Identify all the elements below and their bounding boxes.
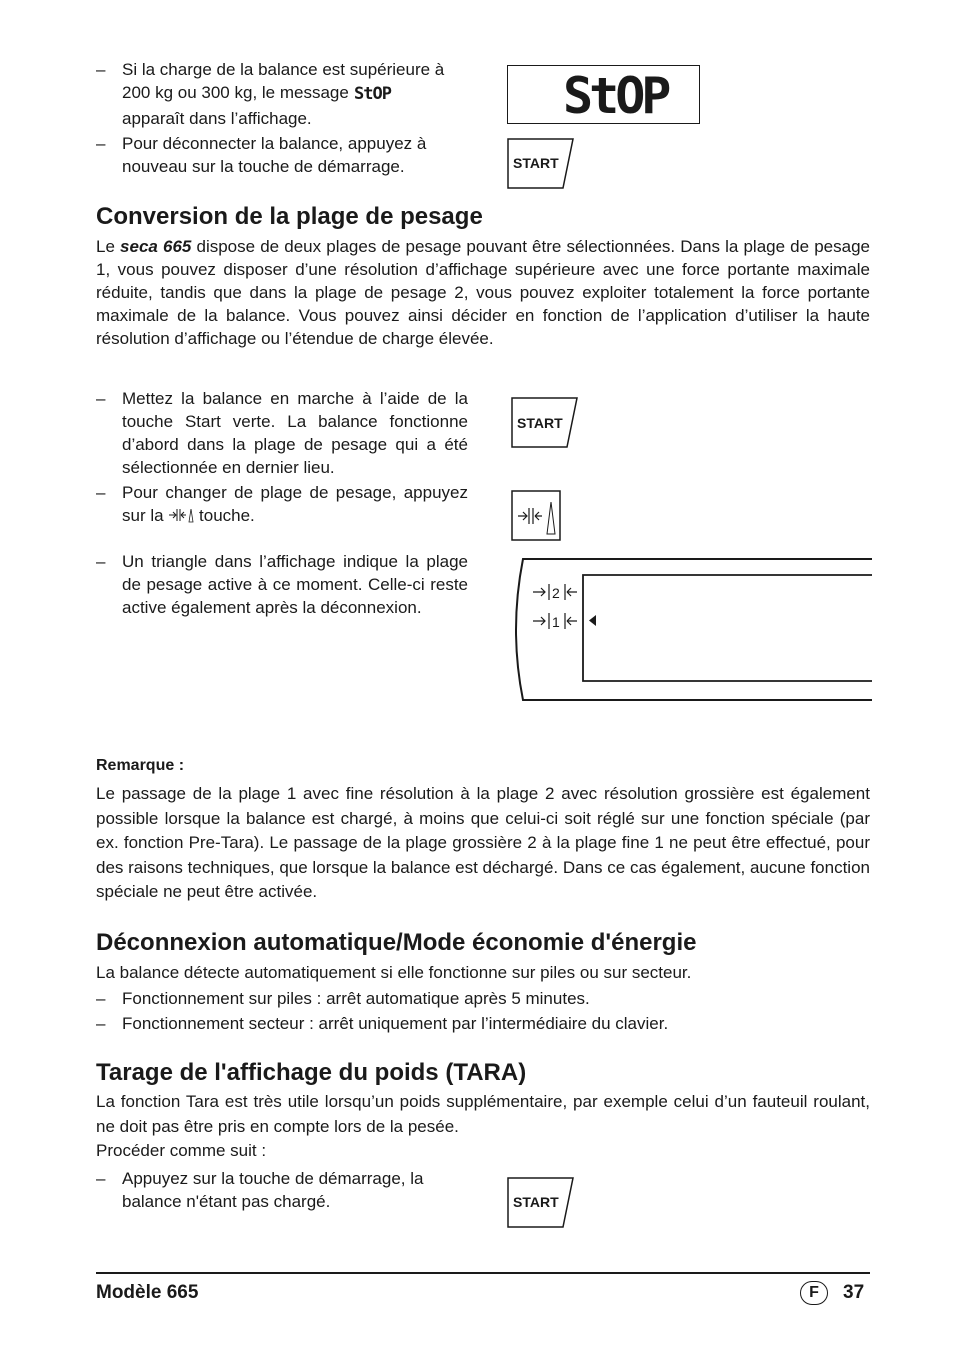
- section1-intro: Le seca 665 dispose de deux plages de pesage pouvant être sélectionnées. Dans la plage de pesage 1, vous pouvez disposer d’une résolution d’affichage supérieure avec une force portante maximale réduite, tandis que dans la plage de pesage 2, vous pouvez exploiter totalement la force portante maximale de la balance. Vous pouvez ainsi décider en fonction de l’application d’utiliser la haute résolution d’affichage ou l’étendue de charge élevée.: [96, 237, 870, 348]
- start-label: START: [513, 1194, 559, 1210]
- footer-model: Modèle 665: [96, 1282, 199, 1303]
- bullet-text: Si la charge de la balance est supérieure à 200 kg ou 300 kg, le message: [122, 60, 445, 102]
- start-button[interactable]: [511, 397, 581, 454]
- page-number: 37: [843, 1282, 865, 1303]
- range-2-label: 2: [552, 585, 560, 601]
- section2-intro: La balance détecte automatiquement si elle fonctionne sur piles ou sur secteur.: [96, 963, 692, 982]
- brand-name: seca 665: [120, 237, 192, 256]
- top-bullet-list: [96, 58, 466, 178]
- stop-display-icon: [508, 66, 698, 122]
- range-display: [507, 556, 872, 711]
- range-1-label: 1: [552, 614, 560, 630]
- list-item: – Si la charge de la balance est supérieure à 200 kg ou 300 kg, le message StOP apparaît dans l’affichage.: [96, 60, 445, 128]
- range-1-indicator: [533, 613, 577, 630]
- section3-bullet-list: [96, 1167, 468, 1213]
- start-label: START: [513, 155, 559, 171]
- section1-bullet-3: [96, 550, 468, 619]
- list-item: – Pour changer de plage de pesage, appuyez sur la touche.: [96, 481, 468, 530]
- language-badge: F: [800, 1281, 828, 1305]
- list-item: – Appuyez sur la touche de démarrage, la balance n'étant pas chargé.: [96, 1169, 424, 1211]
- list-item: – Mettez la balance en marche à l’aide de la touche Start verte. La balance fonctionne d’abord dans la plage de pesage qui a été sélectionnée en dernier lieu.: [96, 389, 468, 477]
- bullet-text: apparaît dans l’affichage.: [122, 109, 312, 128]
- section1-bullet-list: [96, 387, 468, 530]
- list-item: – Pour déconnecter la balance, appuyez à nouveau sur la touche de démarrage.: [96, 132, 466, 178]
- start-button[interactable]: [507, 1177, 577, 1234]
- bullet-text: Pour déconnecter la balance, appuyez à nouveau sur la touche de démarrage.: [122, 134, 427, 176]
- display-text: StOP: [563, 67, 668, 122]
- start-button[interactable]: [507, 138, 577, 195]
- section-title-conversion: Conversion de la plage de pesage: [96, 203, 483, 230]
- stop-message-icon: [354, 84, 402, 107]
- list-item: – Fonctionnement secteur : arrêt uniquement par l’intermédiaire du clavier.: [96, 1014, 669, 1033]
- active-range-triangle-icon: [589, 615, 596, 626]
- section-title-tara: Tarage de l'affichage du poids (TARA): [96, 1059, 527, 1086]
- list-item: – Fonctionnement sur piles : arrêt automatique après 5 minutes.: [96, 989, 590, 1008]
- section-title-auto-off: Déconnexion automatique/Mode économie d'énergie: [96, 929, 697, 956]
- start-label: START: [517, 415, 563, 431]
- list-item: – Un triangle dans l’affichage indique la plage de pesage active à ce moment. Celle-ci reste active également après la déconnexion.: [96, 552, 468, 617]
- section2-bullet-list: [96, 987, 870, 1035]
- stop-code-text: StOP: [353, 84, 391, 101]
- lcd-display: [507, 65, 700, 124]
- remark-text: Le passage de la plage 1 avec fine résolution à la plage 2 avec résolution grossière est également possible lorsque la balance est chargé, à moins que celui-ci soit réglé sur une fonction spéciale (par ex. fonction Pre-Tara). Le passage de la plage grossière 2 à la plage fine 1 ne peut être effectué, pour des raisons techniques, que lorsque la balance est déchargé. Dans ce cas également, aucune fonction spéciale ne peut être activée.: [96, 784, 870, 901]
- remark-title: Remarque :: [96, 757, 185, 774]
- footer-rule: [96, 1272, 870, 1274]
- section3-procedure: Procéder comme suit :: [96, 1141, 267, 1160]
- range-switch-button[interactable]: [511, 490, 563, 547]
- range-2-indicator: [533, 584, 577, 601]
- range-switch-icon: [168, 506, 194, 530]
- section3-intro: La fonction Tara est très utile lorsqu’un poids supplémentaire, par exemple celui d’un fauteuil roulant, ne doit pas être pris en compte lors de la pesée.: [96, 1092, 870, 1136]
